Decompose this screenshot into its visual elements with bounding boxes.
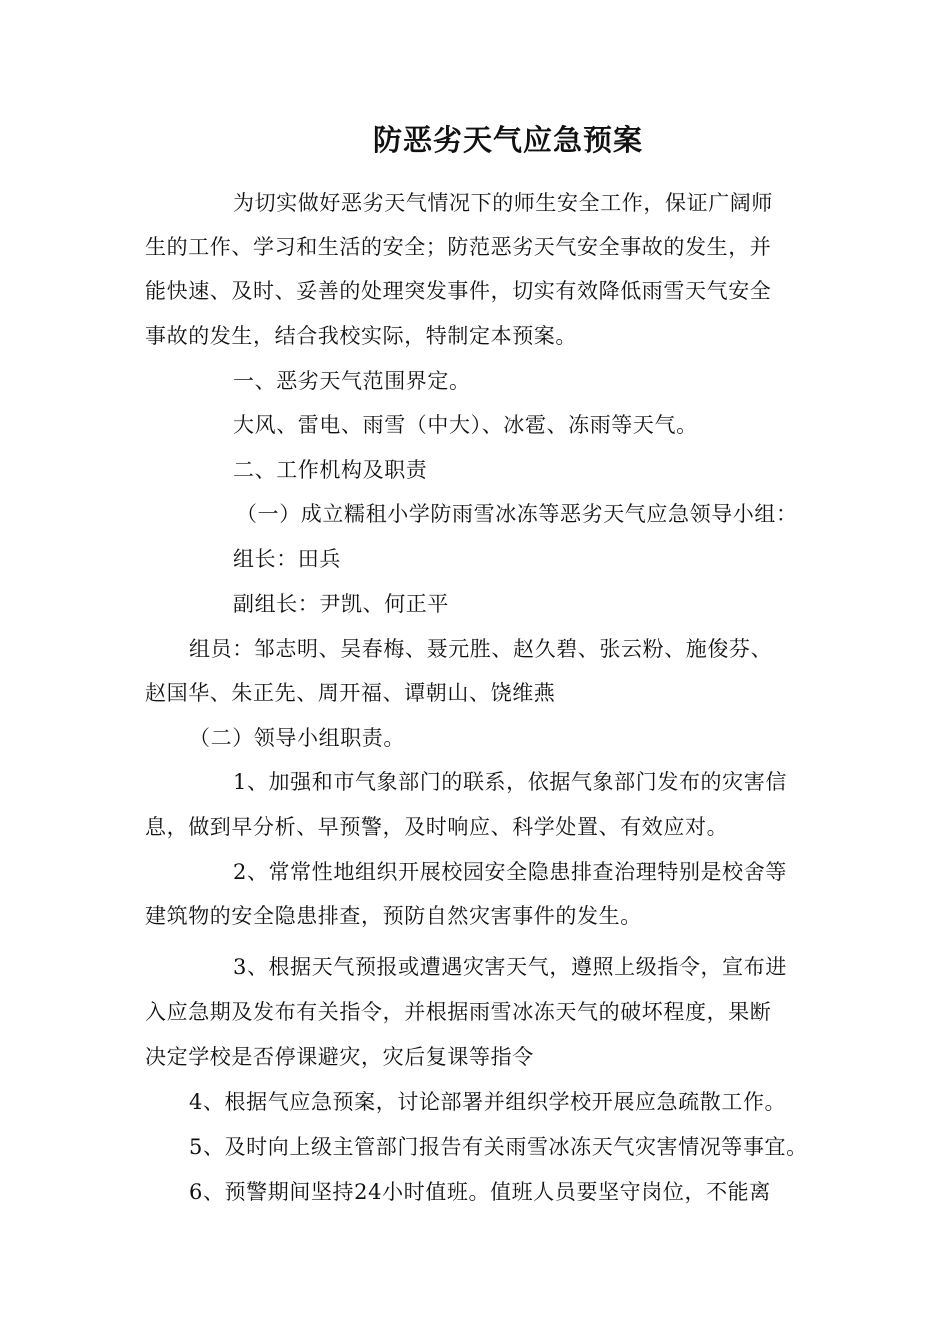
list-item-line: 入应急期及发布有关指令，并根据雨雪冰冻天气的破坏程度，果断 bbox=[145, 1000, 772, 1024]
subsection-heading: （二）领导小组职责。 bbox=[189, 726, 405, 750]
list-item-line: 3、根据天气预报或遭遇灾害天气，遵照上级指令，宣布进 bbox=[233, 955, 787, 979]
list-item-line: 2、常常性地组织开展校园安全隐患排查治理特别是校舍等 bbox=[233, 860, 787, 884]
list-item-line: 决定学校是否停课避灾，灾后复课等指令 bbox=[145, 1045, 534, 1069]
paragraph-line: 副组长：尹凯、何正平 bbox=[233, 592, 449, 616]
list-item-line: 1、加强和市气象部门的联系，依据气象部门发布的灾害信 bbox=[233, 770, 787, 794]
paragraph-line: 组长：田兵 bbox=[233, 547, 341, 571]
paragraph-line: 为切实做好恶劣天气情况下的师生安全工作，保证广阔师 bbox=[233, 191, 773, 215]
list-item-line: 4、根据气应急预案，讨论部署并组织学校开展应急疏散工作。 bbox=[189, 1090, 787, 1114]
paragraph-line: 能快速、及时、妥善的处理突发事件，切实有效降低雨雪天气安全 bbox=[145, 279, 772, 303]
paragraph-line: 事故的发生，结合我校实际，特制定本预案。 bbox=[145, 324, 577, 348]
paragraph-line: 生的工作、学习和生活的安全；防范恶劣天气安全事故的发生，并 bbox=[145, 235, 772, 259]
section-heading: 二、工作机构及职责 bbox=[233, 458, 428, 482]
list-item-line: 息，做到早分析、早预警，及时响应、科学处置、有效应对。 bbox=[145, 815, 729, 839]
list-item-line: 建筑物的安全隐患排查，预防自然灾害事件的发生。 bbox=[145, 904, 642, 928]
section-heading: 一、恶劣天气范围界定。 bbox=[233, 369, 471, 393]
document-title: 防恶劣天气应急预案 bbox=[372, 123, 643, 157]
subsection-heading: （一）成立糯租小学防雨雪冰冻等恶劣天气应急领导小组： bbox=[236, 502, 798, 526]
list-item-line: 5、及时向上级主管部门报告有关雨雪冰冻天气灾害情况等事宜。 bbox=[189, 1135, 808, 1159]
list-item-line: 6、预警期间坚持24小时值班。值班人员要坚守岗位，不能离 bbox=[189, 1180, 771, 1204]
paragraph-line: 大风、雷电、雨雪（中大）、冰雹、冻雨等天气。 bbox=[233, 413, 698, 437]
paragraph-line: 组员：邹志明、吴春梅、聂元胜、赵久碧、张云粉、施俊芬、 bbox=[189, 637, 773, 661]
paragraph-line: 赵国华、朱正先、周开福、谭朝山、饶维燕 bbox=[145, 681, 556, 705]
